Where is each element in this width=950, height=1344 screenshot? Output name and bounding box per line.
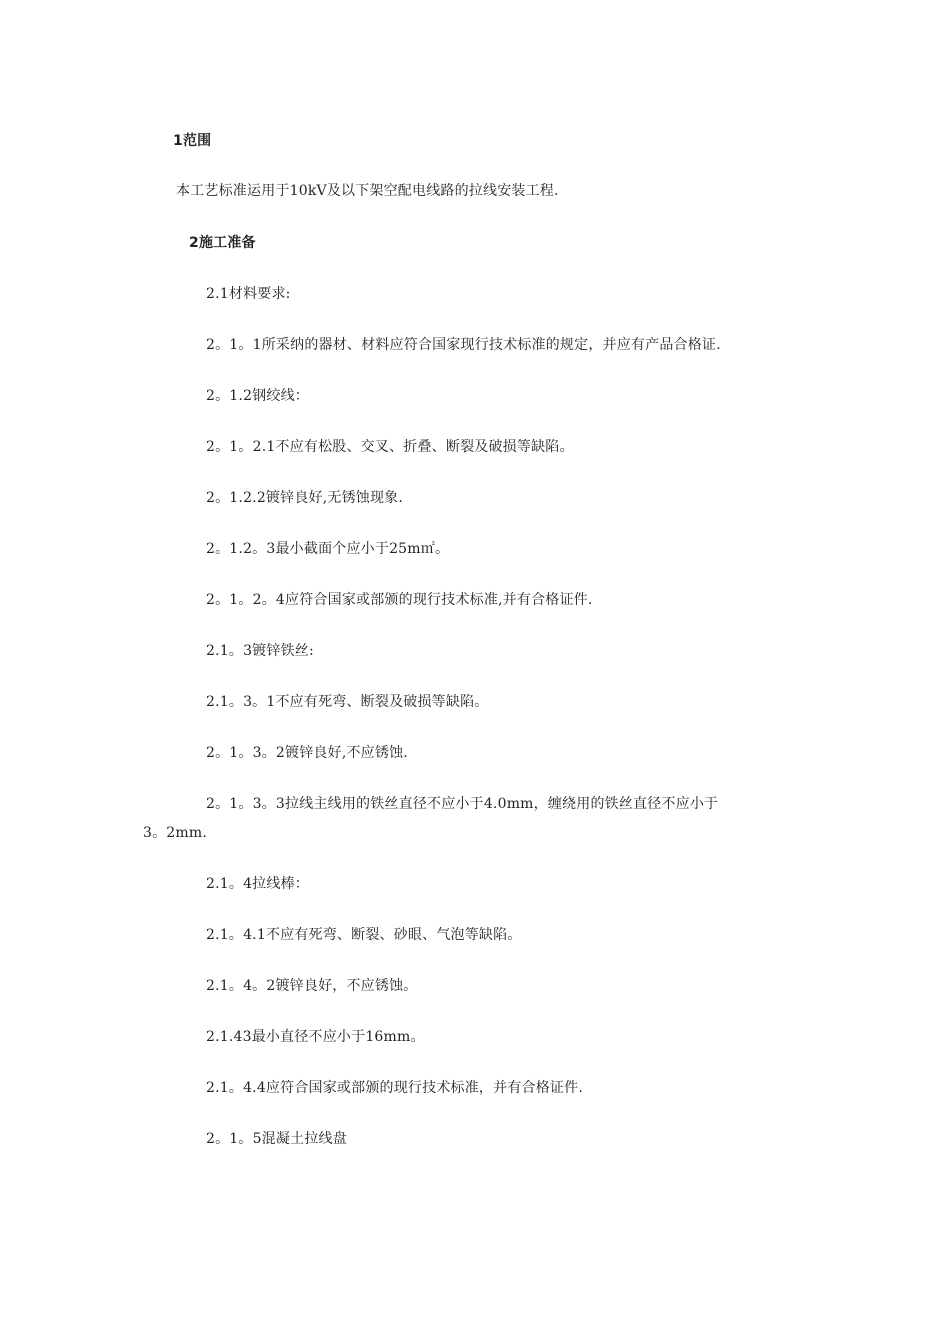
paragraph: 2。1.2。3最小截面个应小于25m㎡。 — [206, 541, 450, 557]
section-2-heading: 2施工准备 — [189, 235, 256, 251]
paragraph: 2。1.2.2镀锌良好,无锈蚀现象. — [206, 490, 404, 506]
paragraph: 2.1。3。1不应有死弯、断裂及破损等缺陷。 — [206, 694, 489, 710]
paragraph: 2。1。3。3拉线主线用的铁丝直径不应小于4.0mm，缠绕用的铁丝直径不应小于 — [206, 796, 719, 812]
paragraph: 2.1材料要求: — [206, 286, 291, 302]
paragraph: 2.1。4.4应符合国家或部颁的现行技术标准，并有合格证件. — [206, 1080, 583, 1096]
paragraph-continuation: 3。2mm. — [143, 825, 208, 841]
paragraph: 2.1。3镀锌铁丝: — [206, 643, 314, 659]
paragraph: 2。1。2。4应符合国家或部颁的现行技术标准,并有合格证件. — [206, 592, 593, 608]
paragraph: 2。1.2钢绞线： — [206, 388, 309, 404]
paragraph: 2。1。2.1不应有松股、交叉、折叠、断裂及破损等缺陷。 — [206, 439, 574, 455]
paragraph: 2.1。4拉线棒： — [206, 876, 309, 892]
section-1-body: 本工艺标准运用于10kV及以下架空配电线路的拉线安装工程. — [176, 183, 559, 199]
paragraph: 2。1。5混凝土拉线盘 — [206, 1131, 347, 1147]
paragraph: 2。1。1所采纳的器材、材料应符合国家现行技术标准的规定，并应有产品合格证. — [206, 337, 721, 353]
paragraph: 2。1。3。2镀锌良好,不应锈蚀. — [206, 745, 408, 761]
paragraph: 2.1.43最小直径不应小于16mm。 — [206, 1029, 425, 1045]
section-1-heading: 1范围 — [173, 133, 212, 149]
paragraph: 2.1。4。2镀锌良好，不应锈蚀。 — [206, 978, 418, 994]
paragraph: 2.1。4.1不应有死弯、断裂、砂眼、气泡等缺陷。 — [206, 927, 522, 943]
